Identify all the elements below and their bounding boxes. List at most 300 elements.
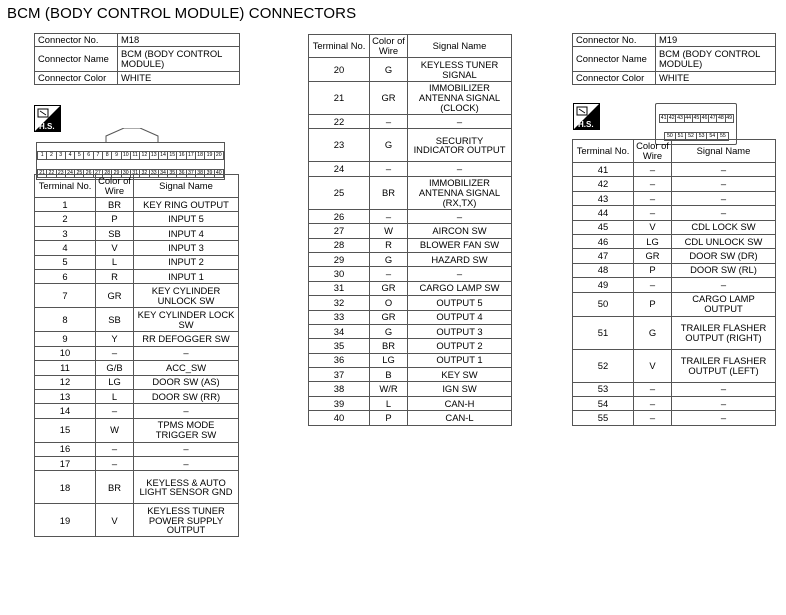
- table-row: [35, 504, 239, 537]
- table-row: [309, 296, 512, 310]
- terminal-no-cell: 10: [35, 346, 96, 360]
- pin-label: 39: [204, 169, 214, 178]
- terminal-no-cell: 50: [573, 292, 634, 316]
- terminal-no-cell: 55: [573, 411, 634, 425]
- terminal-no-cell: 21: [309, 82, 370, 115]
- table-row: [573, 349, 776, 382]
- pin-label: 48: [718, 115, 724, 121]
- table-row: [309, 162, 512, 176]
- terminal-no-cell: 46: [573, 234, 634, 248]
- wire-color-cell: SB: [96, 226, 134, 240]
- header-color-of-wire: Color of Wire: [634, 140, 672, 163]
- wire-color-cell: –: [634, 163, 672, 177]
- terminal-no-cell: 6: [35, 269, 96, 283]
- connector-name-value: BCM (BODY CONTROL MODULE): [118, 46, 240, 71]
- wire-color-cell: –: [96, 457, 134, 471]
- pin-label: 28: [102, 169, 112, 178]
- pin-label: 12: [139, 151, 149, 160]
- table-row: [573, 191, 776, 205]
- terminal-no-cell: 37: [309, 368, 370, 382]
- signal-name-cell: KEY SW: [408, 368, 512, 382]
- connector-name-value: BCM (BODY CONTROL MODULE): [656, 46, 776, 71]
- terminal-no-cell: 15: [35, 418, 96, 442]
- wire-color-cell: GR: [370, 82, 408, 115]
- terminal-no-cell: 35: [309, 339, 370, 353]
- signal-name-cell: –: [672, 177, 776, 191]
- signal-name-cell: CDL UNLOCK SW: [672, 234, 776, 248]
- header-terminal-no: Terminal No.: [35, 175, 96, 198]
- signal-name-cell: CARGO LAMP SW: [408, 281, 512, 295]
- wire-color-cell: BR: [370, 339, 408, 353]
- table-row: [309, 115, 512, 129]
- pin-label: 52: [685, 132, 697, 141]
- connector-info-m19: [572, 33, 776, 85]
- terminal-no-cell: 13: [35, 389, 96, 403]
- terminal-no-cell: 25: [309, 176, 370, 209]
- table-row: [309, 129, 512, 162]
- terminal-no-cell: 52: [573, 349, 634, 382]
- terminal-no-cell: 41: [573, 163, 634, 177]
- page-title: BCM (BODY CONTROL MODULE) CONNECTORS: [7, 5, 357, 22]
- signal-name-cell: CARGO LAMP OUTPUT: [672, 292, 776, 316]
- wire-color-cell: L: [96, 255, 134, 269]
- wire-color-cell: –: [96, 404, 134, 418]
- table-row: [309, 353, 512, 367]
- pin-label: 46: [701, 115, 708, 121]
- hs-label: H.S.: [39, 122, 55, 131]
- wire-color-cell: V: [634, 349, 672, 382]
- wire-color-cell: LG: [96, 375, 134, 389]
- pin-label: 53: [696, 132, 708, 141]
- pin-label: 43: [677, 115, 683, 121]
- wire-color-cell: –: [370, 115, 408, 129]
- pin-label: 23: [56, 169, 66, 178]
- wire-color-cell: GR: [370, 310, 408, 324]
- wire-color-cell: O: [370, 296, 408, 310]
- table-row: [573, 163, 776, 177]
- table-row: [573, 220, 776, 234]
- pin-label: 17: [186, 151, 196, 160]
- signal-name-cell: INPUT 4: [134, 226, 239, 240]
- terminal-table-m18-continued: [308, 34, 512, 426]
- terminal-no-cell: 42: [573, 177, 634, 191]
- signal-name-cell: INPUT 2: [134, 255, 239, 269]
- pin-label: 1: [37, 151, 47, 160]
- signal-name-cell: –: [134, 457, 239, 471]
- signal-name-cell: RR DEFOGGER SW: [134, 332, 239, 346]
- table-row: [309, 176, 512, 209]
- pin-label: 16: [176, 151, 186, 160]
- pin-label: 41: [660, 115, 667, 121]
- signal-name-cell: KEYLESS TUNER SIGNAL: [408, 58, 512, 82]
- pin-label: 29: [111, 169, 121, 178]
- terminal-no-cell: 2: [35, 212, 96, 226]
- pin-row-top: [659, 106, 733, 124]
- wire-color-cell: G: [370, 129, 408, 162]
- terminal-no-cell: 24: [309, 162, 370, 176]
- header-terminal-no: Terminal No.: [309, 35, 370, 58]
- signal-name-cell: IGN SW: [408, 382, 512, 396]
- pin-label: 15: [167, 151, 177, 160]
- pin-label: 19: [204, 151, 214, 160]
- table-row: [35, 375, 239, 389]
- pin-label: 18: [195, 151, 205, 160]
- wire-color-cell: –: [634, 396, 672, 410]
- pin-label: 49: [726, 115, 732, 121]
- pin-label: 11: [130, 151, 140, 160]
- pin-label: 26: [83, 169, 93, 178]
- terminal-no-cell: 48: [573, 263, 634, 277]
- wire-color-cell: R: [96, 269, 134, 283]
- signal-name-cell: –: [672, 396, 776, 410]
- table-row: [35, 404, 239, 418]
- wire-color-cell: –: [634, 382, 672, 396]
- wire-color-cell: –: [96, 442, 134, 456]
- pin-label: 34: [158, 169, 168, 178]
- pin-label: 21: [37, 169, 47, 178]
- table-row: [573, 396, 776, 410]
- signal-name-cell: CAN-H: [408, 396, 512, 410]
- pin-label: 4: [65, 151, 75, 160]
- signal-name-cell: HAZARD SW: [408, 252, 512, 266]
- terminal-no-cell: 16: [35, 442, 96, 456]
- signal-name-cell: OUTPUT 1: [408, 353, 512, 367]
- terminal-no-cell: 4: [35, 241, 96, 255]
- signal-name-cell: –: [134, 404, 239, 418]
- header-signal-name: Signal Name: [408, 35, 512, 58]
- table-row: [573, 292, 776, 316]
- pin-row-top: [37, 143, 223, 161]
- terminal-no-cell: 20: [309, 58, 370, 82]
- signal-name-cell: DOOR SW (RR): [134, 389, 239, 403]
- table-row: [573, 177, 776, 191]
- connector-no-label: Connector No.: [573, 34, 656, 47]
- terminal-table-m19: [572, 139, 776, 426]
- wire-color-cell: L: [96, 389, 134, 403]
- pin-label: 3: [56, 151, 66, 160]
- signal-name-cell: KEYLESS TUNER POWER SUPPLY OUTPUT: [134, 504, 239, 537]
- connector-latch: [36, 128, 226, 142]
- connector-info-row: [573, 71, 776, 84]
- pin-label: 55: [717, 132, 729, 141]
- terminal-no-cell: 47: [573, 249, 634, 263]
- terminal-no-cell: 39: [309, 396, 370, 410]
- connector-info-row: [35, 71, 240, 84]
- table-row: [573, 411, 776, 425]
- terminal-no-cell: 1: [35, 198, 96, 212]
- terminal-no-cell: 43: [573, 191, 634, 205]
- terminal-no-cell: 49: [573, 278, 634, 292]
- table-row: [35, 418, 239, 442]
- pin-label: 51: [675, 132, 687, 141]
- pin-label: 14: [158, 151, 168, 160]
- signal-name-cell: KEY CYLINDER UNLOCK SW: [134, 284, 239, 308]
- terminal-no-cell: 5: [35, 255, 96, 269]
- pin-label: 32: [139, 169, 149, 178]
- table-row: [309, 368, 512, 382]
- signal-name-cell: –: [672, 206, 776, 220]
- pin-label: 6: [83, 151, 93, 160]
- pin-label: 47: [709, 115, 716, 121]
- signal-name-cell: AIRCON SW: [408, 224, 512, 238]
- terminal-no-cell: 9: [35, 332, 96, 346]
- signal-name-cell: –: [408, 115, 512, 129]
- connector-name-label: Connector Name: [35, 46, 118, 71]
- signal-name-cell: DOOR SW (AS): [134, 375, 239, 389]
- table-row: [309, 58, 512, 82]
- table-row: [309, 209, 512, 223]
- connector-info-row: [35, 46, 240, 71]
- table-row: [35, 226, 239, 240]
- wire-color-cell: –: [634, 278, 672, 292]
- table-row: [35, 198, 239, 212]
- table-row: [35, 284, 239, 308]
- pin-label: 42: [668, 115, 675, 121]
- signal-name-cell: OUTPUT 4: [408, 310, 512, 324]
- wire-color-cell: GR: [634, 249, 672, 263]
- wire-color-cell: –: [370, 162, 408, 176]
- pin-label: 40: [214, 169, 224, 178]
- wire-color-cell: P: [634, 263, 672, 277]
- terminal-no-cell: 23: [309, 129, 370, 162]
- pin-label: 8: [102, 151, 112, 160]
- terminal-no-cell: 31: [309, 281, 370, 295]
- wire-color-cell: LG: [370, 353, 408, 367]
- table-row: [309, 324, 512, 338]
- table-row: [309, 238, 512, 252]
- signal-name-cell: OUTPUT 5: [408, 296, 512, 310]
- wire-color-cell: –: [634, 206, 672, 220]
- table-row: [35, 212, 239, 226]
- terminal-no-cell: 29: [309, 252, 370, 266]
- wire-color-cell: G: [370, 324, 408, 338]
- signal-name-cell: DOOR SW (DR): [672, 249, 776, 263]
- terminal-no-cell: 26: [309, 209, 370, 223]
- wire-color-cell: –: [96, 346, 134, 360]
- wire-color-cell: BR: [370, 176, 408, 209]
- table-row: [35, 241, 239, 255]
- header-signal-name: Signal Name: [672, 140, 776, 163]
- terminal-no-cell: 40: [309, 411, 370, 425]
- terminal-no-cell: 22: [309, 115, 370, 129]
- signal-name-cell: IMMOBILIZER ANTENNA SIGNAL (RX,TX): [408, 176, 512, 209]
- signal-name-cell: –: [672, 278, 776, 292]
- wire-color-cell: W: [370, 224, 408, 238]
- pin-label: 38: [195, 169, 205, 178]
- table-row: [573, 206, 776, 220]
- table-row: [309, 339, 512, 353]
- signal-name-cell: BLOWER FAN SW: [408, 238, 512, 252]
- pin-label: 50: [664, 132, 676, 141]
- terminal-no-cell: 30: [309, 267, 370, 281]
- signal-name-cell: –: [672, 411, 776, 425]
- terminal-no-cell: 33: [309, 310, 370, 324]
- table-row: [309, 82, 512, 115]
- signal-name-cell: –: [672, 382, 776, 396]
- wire-color-cell: –: [370, 267, 408, 281]
- signal-name-cell: –: [408, 209, 512, 223]
- pin-label: 24: [65, 169, 75, 178]
- signal-name-cell: –: [134, 346, 239, 360]
- signal-name-cell: KEY RING OUTPUT: [134, 198, 239, 212]
- wire-color-cell: G/B: [96, 361, 134, 375]
- wire-color-cell: R: [370, 238, 408, 252]
- terminal-no-cell: 27: [309, 224, 370, 238]
- pin-label: 22: [46, 169, 56, 178]
- connector-info-row: [35, 34, 240, 47]
- table-header-row: [309, 35, 512, 58]
- wire-color-cell: –: [370, 209, 408, 223]
- pin-label: 54: [706, 132, 718, 141]
- signal-name-cell: IMMOBILIZER ANTENNA SIGNAL (CLOCK): [408, 82, 512, 115]
- signal-name-cell: –: [672, 191, 776, 205]
- header-terminal-no: Terminal No.: [573, 140, 634, 163]
- terminal-no-cell: 8: [35, 308, 96, 332]
- connector-info-row: [573, 46, 776, 71]
- header-color-of-wire: Color of Wire: [370, 35, 408, 58]
- terminal-no-cell: 34: [309, 324, 370, 338]
- wire-color-cell: –: [634, 411, 672, 425]
- wire-color-cell: B: [370, 368, 408, 382]
- wire-color-cell: P: [96, 212, 134, 226]
- terminal-no-cell: 36: [309, 353, 370, 367]
- signal-name-cell: KEY CYLINDER LOCK SW: [134, 308, 239, 332]
- terminal-no-cell: 14: [35, 404, 96, 418]
- table-row: [573, 382, 776, 396]
- connector-no-label: Connector No.: [35, 34, 118, 47]
- terminal-no-cell: 7: [35, 284, 96, 308]
- wire-color-cell: G: [634, 316, 672, 349]
- pin-label: 13: [149, 151, 159, 160]
- wire-color-cell: V: [96, 504, 134, 537]
- pin-label: 31: [130, 169, 140, 178]
- pin-label: 27: [93, 169, 103, 178]
- wire-color-cell: V: [96, 241, 134, 255]
- terminal-no-cell: 18: [35, 471, 96, 504]
- table-header-row: [35, 175, 239, 198]
- pin-label: 33: [149, 169, 159, 178]
- signal-name-cell: –: [408, 162, 512, 176]
- table-row: [35, 308, 239, 332]
- table-row: [309, 281, 512, 295]
- connector-info-m18: [34, 33, 240, 85]
- header-color-of-wire: Color of Wire: [96, 175, 134, 198]
- connector-color-value: WHITE: [656, 71, 776, 84]
- pin-label: 36: [176, 169, 186, 178]
- signal-name-cell: INPUT 1: [134, 269, 239, 283]
- table-row: [35, 471, 239, 504]
- pin-label: 5: [74, 151, 84, 160]
- pin-label: 37: [186, 169, 196, 178]
- table-row: [309, 411, 512, 425]
- connector-color-value: WHITE: [118, 71, 240, 84]
- signal-name-cell: –: [408, 267, 512, 281]
- wire-color-cell: W: [96, 418, 134, 442]
- signal-name-cell: TRAILER FLASHER OUTPUT (RIGHT): [672, 316, 776, 349]
- pin-label: 7: [93, 151, 103, 160]
- pin-label: 25: [74, 169, 84, 178]
- pin-label: 9: [111, 151, 121, 160]
- signal-name-cell: CAN-L: [408, 411, 512, 425]
- signal-name-cell: ACC_SW: [134, 361, 239, 375]
- terminal-no-cell: 11: [35, 361, 96, 375]
- connector-color-label: Connector Color: [573, 71, 656, 84]
- terminal-no-cell: 19: [35, 504, 96, 537]
- table-row: [573, 234, 776, 248]
- wire-color-cell: –: [634, 191, 672, 205]
- signal-name-cell: CDL LOCK SW: [672, 220, 776, 234]
- wire-color-cell: BR: [96, 198, 134, 212]
- table-row: [309, 267, 512, 281]
- table-row: [35, 255, 239, 269]
- pin-label: 10: [121, 151, 131, 160]
- connector-no-value: M18: [118, 34, 240, 47]
- table-row: [309, 310, 512, 324]
- table-row: [35, 361, 239, 375]
- pin-label: 30: [121, 169, 131, 178]
- harness-side-icon: [573, 103, 600, 130]
- connector-no-value: M19: [656, 34, 776, 47]
- signal-name-cell: OUTPUT 2: [408, 339, 512, 353]
- terminal-no-cell: 12: [35, 375, 96, 389]
- wire-color-cell: Y: [96, 332, 134, 346]
- table-row: [309, 224, 512, 238]
- wire-color-cell: LG: [634, 234, 672, 248]
- signal-name-cell: INPUT 3: [134, 241, 239, 255]
- hs-label: H.S.: [578, 120, 594, 129]
- wire-color-cell: V: [634, 220, 672, 234]
- signal-name-cell: –: [134, 442, 239, 456]
- terminal-no-cell: 44: [573, 206, 634, 220]
- table-row: [309, 396, 512, 410]
- terminal-table-m18: [34, 174, 239, 537]
- table-row: [35, 442, 239, 456]
- wire-color-cell: –: [634, 177, 672, 191]
- signal-name-cell: OUTPUT 3: [408, 324, 512, 338]
- wire-color-cell: L: [370, 396, 408, 410]
- wire-color-cell: G: [370, 58, 408, 82]
- header-signal-name: Signal Name: [134, 175, 239, 198]
- table-header-row: [573, 140, 776, 163]
- signal-name-cell: SECURITY INDICATOR OUTPUT: [408, 129, 512, 162]
- signal-name-cell: KEYLESS & AUTO LIGHT SENSOR GND: [134, 471, 239, 504]
- wire-color-cell: GR: [370, 281, 408, 295]
- signal-name-cell: DOOR SW (RL): [672, 263, 776, 277]
- wire-color-cell: G: [370, 252, 408, 266]
- table-row: [309, 382, 512, 396]
- terminal-no-cell: 3: [35, 226, 96, 240]
- connector-info-row: [573, 34, 776, 47]
- terminal-no-cell: 38: [309, 382, 370, 396]
- signal-name-cell: TRAILER FLASHER OUTPUT (LEFT): [672, 349, 776, 382]
- pin-label: 2: [46, 151, 56, 160]
- table-row: [573, 263, 776, 277]
- table-row: [35, 346, 239, 360]
- wire-color-cell: P: [370, 411, 408, 425]
- table-row: [35, 269, 239, 283]
- wire-color-cell: P: [634, 292, 672, 316]
- pin-label: 45: [693, 115, 700, 121]
- table-row: [573, 249, 776, 263]
- table-row: [573, 316, 776, 349]
- wire-color-cell: SB: [96, 308, 134, 332]
- terminal-no-cell: 32: [309, 296, 370, 310]
- table-row: [35, 332, 239, 346]
- terminal-no-cell: 53: [573, 382, 634, 396]
- connector-name-label: Connector Name: [573, 46, 656, 71]
- signal-name-cell: –: [672, 163, 776, 177]
- pin-label: 20: [214, 151, 224, 160]
